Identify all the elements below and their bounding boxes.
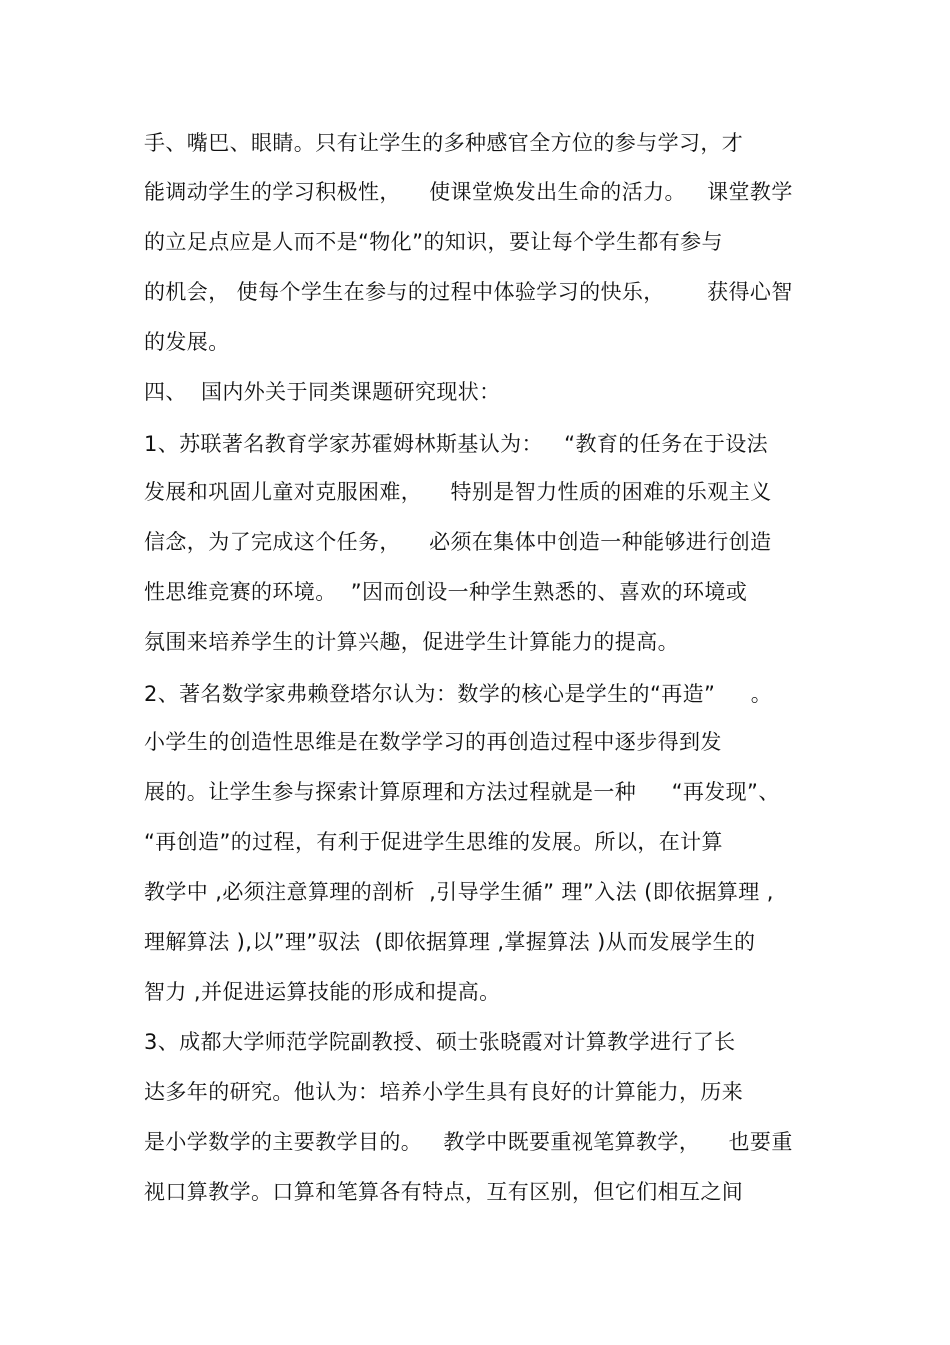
text-line: 理解算法 ),以”理”驭法 (即依据算理 ,掌握算法 )从而发展学生的 <box>144 930 756 954</box>
text-line: 视口算教学。口算和笔算各有特点，互有区别，但它们相互之间 <box>144 1180 744 1204</box>
section-heading: 四、 国内外关于同类课题研究现状： <box>144 380 501 404</box>
text-line: 2、著名数学家弗赖登塔尔认为：数学的核心是学生的“再造” 。 <box>144 682 773 706</box>
text-line: 氛围来培养学生的计算兴趣，促进学生计算能力的提高。 <box>144 630 679 654</box>
text-line: 能调动学生的学习积极性， 使课堂焕发出生命的活力。 课堂教学 <box>144 180 793 204</box>
text-line: 1、苏联著名教育学家苏霍姆林斯基认为： “教育的任务在于设法 <box>144 432 769 456</box>
text-line: 小学生的创造性思维是在数学学习的再创造过程中逐步得到发 <box>144 730 722 754</box>
text-line: 是小学数学的主要教学目的。 教学中既要重视笔算教学， 也要重 <box>144 1130 793 1154</box>
text-line: 达多年的研究。他认为：培养小学生具有良好的计算能力，历来 <box>144 1080 744 1104</box>
text-line: 手、嘴巴、眼睛。只有让学生的多种感官全方位的参与学习，才 <box>144 131 744 155</box>
text-line: 智力 ,并促进运算技能的形成和提高。 <box>144 980 501 1004</box>
text-line: 发展和巩固儿童对克服困难， 特别是智力性质的困难的乐观主义 <box>144 480 772 504</box>
text-line: 展的。让学生参与探索计算原理和方法过程就是一种 “再发现”、 <box>144 780 780 804</box>
text-line: 的发展。 <box>144 330 230 354</box>
text-line: “再创造”的过程，有利于促进学生思维的发展。所以，在计算 <box>144 830 723 854</box>
text-line: 的机会， 使每个学生在参与的过程中体验学习的快乐， 获得心智 <box>144 280 793 304</box>
text-line: 性思维竞赛的环境。 ”因而创设一种学生熟悉的、喜欢的环境或 <box>144 580 748 604</box>
text-line: 3、成都大学师范学院副教授、硕士张晓霞对计算教学进行了长 <box>144 1030 736 1054</box>
text-line: 信念，为了完成这个任务， 必须在集体中创造一种能够进行创造 <box>144 530 772 554</box>
text-line: 的立足点应是人而不是“物化”的知识，要让每个学生都有参与 <box>144 230 723 254</box>
text-line: 教学中 ,必须注意算理的剖析 ,引导学生循” 理”入法 (即依据算理 , <box>144 880 774 904</box>
